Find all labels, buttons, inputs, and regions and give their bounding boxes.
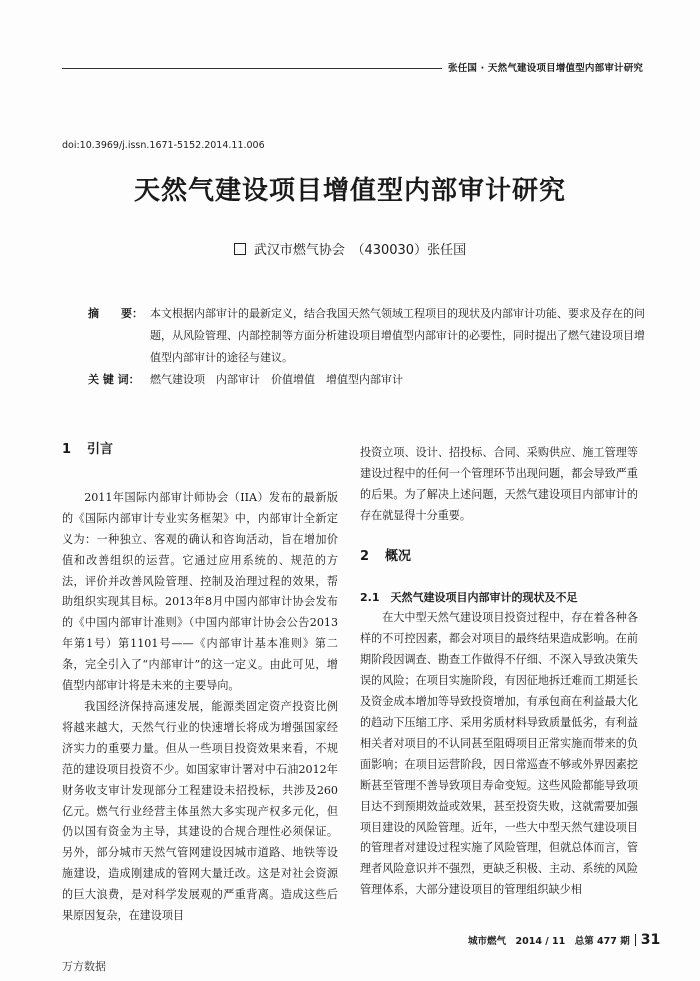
section-2-heading <box>360 547 638 568</box>
section-1-heading <box>62 440 338 461</box>
watermark: 万方数据 <box>62 960 106 973</box>
paragraph: 2011年国际内部审计师协会（IIA）发布的最新版的《国际内部审计专业实务框架》中，内部审计全新定义为：一种独立、客观的确认和咨询活动，旨在增加价值和改善组织的运营。它通过应用系统的、规范的方法，评价并改善风险管理、控制及治理过程的效果，帮助组织实现其目标。2013年8月中国内部审计协会发布的《中国内部审计准则》（中国内部审计协会公告2013年第1号）第1101号——《内部审计基本准则》第二条，完全引入了“内部审计”的这一定义。由此可见，增值型内部审计将是未来的主要导向。 <box>62 490 338 693</box>
paragraph: 我国经济保持高速发展，能源类固定资产投资比例将越来越大，天然气行业的快速增长将成为增强国家经济实力的重要力量。但从一些项目投资效果来看，不规范的建设项目投资不少。如国家审计署对中石油2012年财务收支审计发现部分工程建设未招投标，共涉及260亿元。燃气行业经营主体虽然大多实现产权多元化，但仍以国有资金为主导，其建设的合规合理性必须保证。另外，部分城市天然气管网建设因城市道路、地铁等设施建设，造成刚建成的管网大量迁改。这是对社会资源的巨大浪费，是对科学发展观的严重背离。造成这些后果原因复杂，在建设项目 <box>62 699 338 923</box>
paragraph: 在大中型天然气建设项目投资过程中，存在着各种各样的不可控因素，都会对项目的最终结果造成影响。在前期阶段因调查、勘查工作做得不仔细、不深入导致决策失误的风险；在项目实施阶段，有因征地拆迁难而工期延长及资金成本增加等导致投资增加，有承包商在利益最大化的趋动下压缩工序、采用劣质材料导致质量低劣，有利益相关者对项目的不认同甚至阻碍项目正常实施而带来的负面影响；在项目运营阶段，因日常巡查不够或外界因素挖断甚至管理不善导致项目寿命变短。这些风险都能导致项目达不到预期效益或效果，甚至投资失败，这就需要加强项目建设的风险管理。近年，一些大中型天然气建设项目的管理者对建设过程实施了风险管理，但就总体而言，管理者风险意识并不强烈，更缺乏积极、主动、系统的风险管理体系，大部分建设项目的管理组织缺少相 <box>360 611 638 897</box>
header-rule <box>62 68 442 69</box>
keywords <box>88 369 648 391</box>
section-1-title: 引言 <box>87 442 114 457</box>
abstract-text: 本文根据内部审计的最新定义，结合我国天然气领域工程项目的现状及内部审计功能、要求及存在的问题，从风险管理、内部控制等方面分析建设项目增值型内部审计的必要性，同时提出了燃气建设项目增值型内部审计的途径与建议。 <box>150 307 645 364</box>
keywords-label: 关 键 词： <box>88 373 140 386</box>
author-postcode: （430030） <box>357 243 428 258</box>
abstract-label: 摘 要： <box>88 307 143 320</box>
author-line <box>0 239 700 258</box>
journal-issue: 城市燃气 2014 / 11 总第 477 期 <box>468 936 630 947</box>
left-column <box>62 440 338 927</box>
author-affiliation: 武汉市燃气协会 <box>253 243 345 258</box>
running-header: 张任国 · 天然气建设项目增值型内部审计研究 <box>448 63 644 74</box>
author-name: 张任国 <box>427 243 467 258</box>
footer-divider <box>635 934 636 946</box>
keywords-text: 燃气建设项 内部审计 价值增值 增值型内部审计 <box>150 373 403 386</box>
section-1-number: 1 <box>62 442 72 457</box>
right-column <box>360 443 638 901</box>
article-title: 天然气建设项目增值型内部审计研究 <box>133 176 566 206</box>
page-number: 31 <box>640 932 661 948</box>
page-footer <box>468 932 660 948</box>
square-bullet-icon <box>234 243 246 255</box>
abstract <box>88 303 648 369</box>
paragraph-continuation: 投资立项、设计、招投标、合同、采购供应、施工管理等建设过程中的任何一个管理环节出现问题，都会导致严重的后果。为了解决上述问题，天然气建设项目内部审计的存在就显得十分重要。 <box>360 446 638 522</box>
section-2-title: 概况 <box>385 548 412 564</box>
doi: doi:10.3969/j.issn.1671-5152.2014.11.006 <box>62 140 265 151</box>
section-2-number: 2 <box>360 548 370 564</box>
subsection-2-1-heading: 2.1 天然气建设项目内部审计的现状及不足 <box>360 590 578 604</box>
